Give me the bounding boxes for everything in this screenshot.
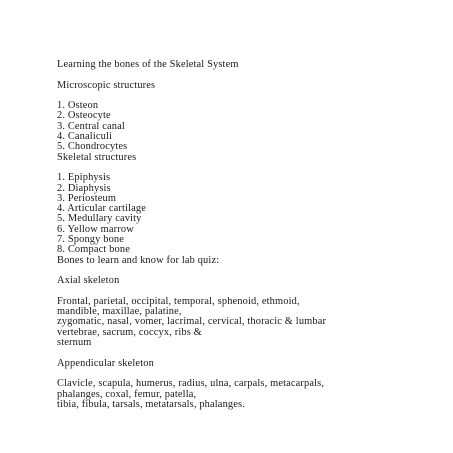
list-item: 2. Diaphysis	[57, 182, 111, 194]
list-item: 5. Medullary cavity	[57, 213, 142, 225]
list-item: 1. Osteon	[57, 100, 99, 112]
spacer	[57, 91, 437, 101]
list-item: 1. Epiphysis	[57, 172, 111, 184]
axial-paragraph	[57, 297, 437, 348]
paragraph-line: zygomatic, nasal, vomer, lacrimal, cervical, thoracic & lumbar	[57, 316, 327, 328]
microscopic-heading: Microscopic structures	[57, 79, 156, 91]
appendicular-paragraph	[57, 379, 437, 410]
paragraph-line: vertebrae, sacrum, coccyx, ribs &	[57, 326, 202, 338]
list-item: 4. Articular cartilage	[57, 203, 146, 215]
axial-heading: Axial skeleton	[57, 275, 120, 287]
paragraph-line: tibia, fibula, tarsals, metatarsals, phalanges.	[57, 398, 245, 410]
paragraph-line: Clavicle, scapula, humerus, radius, ulna, carpals, metacarpals,	[57, 378, 325, 390]
list-item: 8. Compact bone	[57, 244, 130, 256]
list-item: 5. Chondrocytes	[57, 141, 128, 153]
skeletal-heading: Skeletal structures	[57, 151, 137, 163]
paragraph-line: sternum	[57, 337, 92, 349]
paragraph-line: Frontal, parietal, occipital, temporal, sphenoid, ethmoid,	[57, 295, 300, 307]
paragraph-line: mandible, maxillae, palatine,	[57, 306, 182, 318]
quiz-intro: Bones to learn and know for lab quiz:	[57, 254, 220, 266]
skeletal-list	[57, 173, 437, 255]
list-item: 3. Periosteum	[57, 192, 117, 204]
list-item: 4. Canaliculi	[57, 131, 113, 143]
microscopic-list	[57, 101, 437, 152]
list-item: 6. Yellow marrow	[57, 223, 134, 235]
document-page	[57, 60, 437, 410]
spacer	[57, 163, 437, 173]
appendicular-heading: Appendicular skeleton	[57, 357, 154, 369]
list-item: 2. Osteocyte	[57, 110, 111, 122]
list-item: 7. Spongy bone	[57, 234, 125, 246]
list-item: 3. Central canal	[57, 120, 125, 132]
paragraph-line: phalanges, coxal, femur, patella,	[57, 388, 197, 400]
document-title: Learning the bones of the Skeletal System	[57, 59, 239, 70]
